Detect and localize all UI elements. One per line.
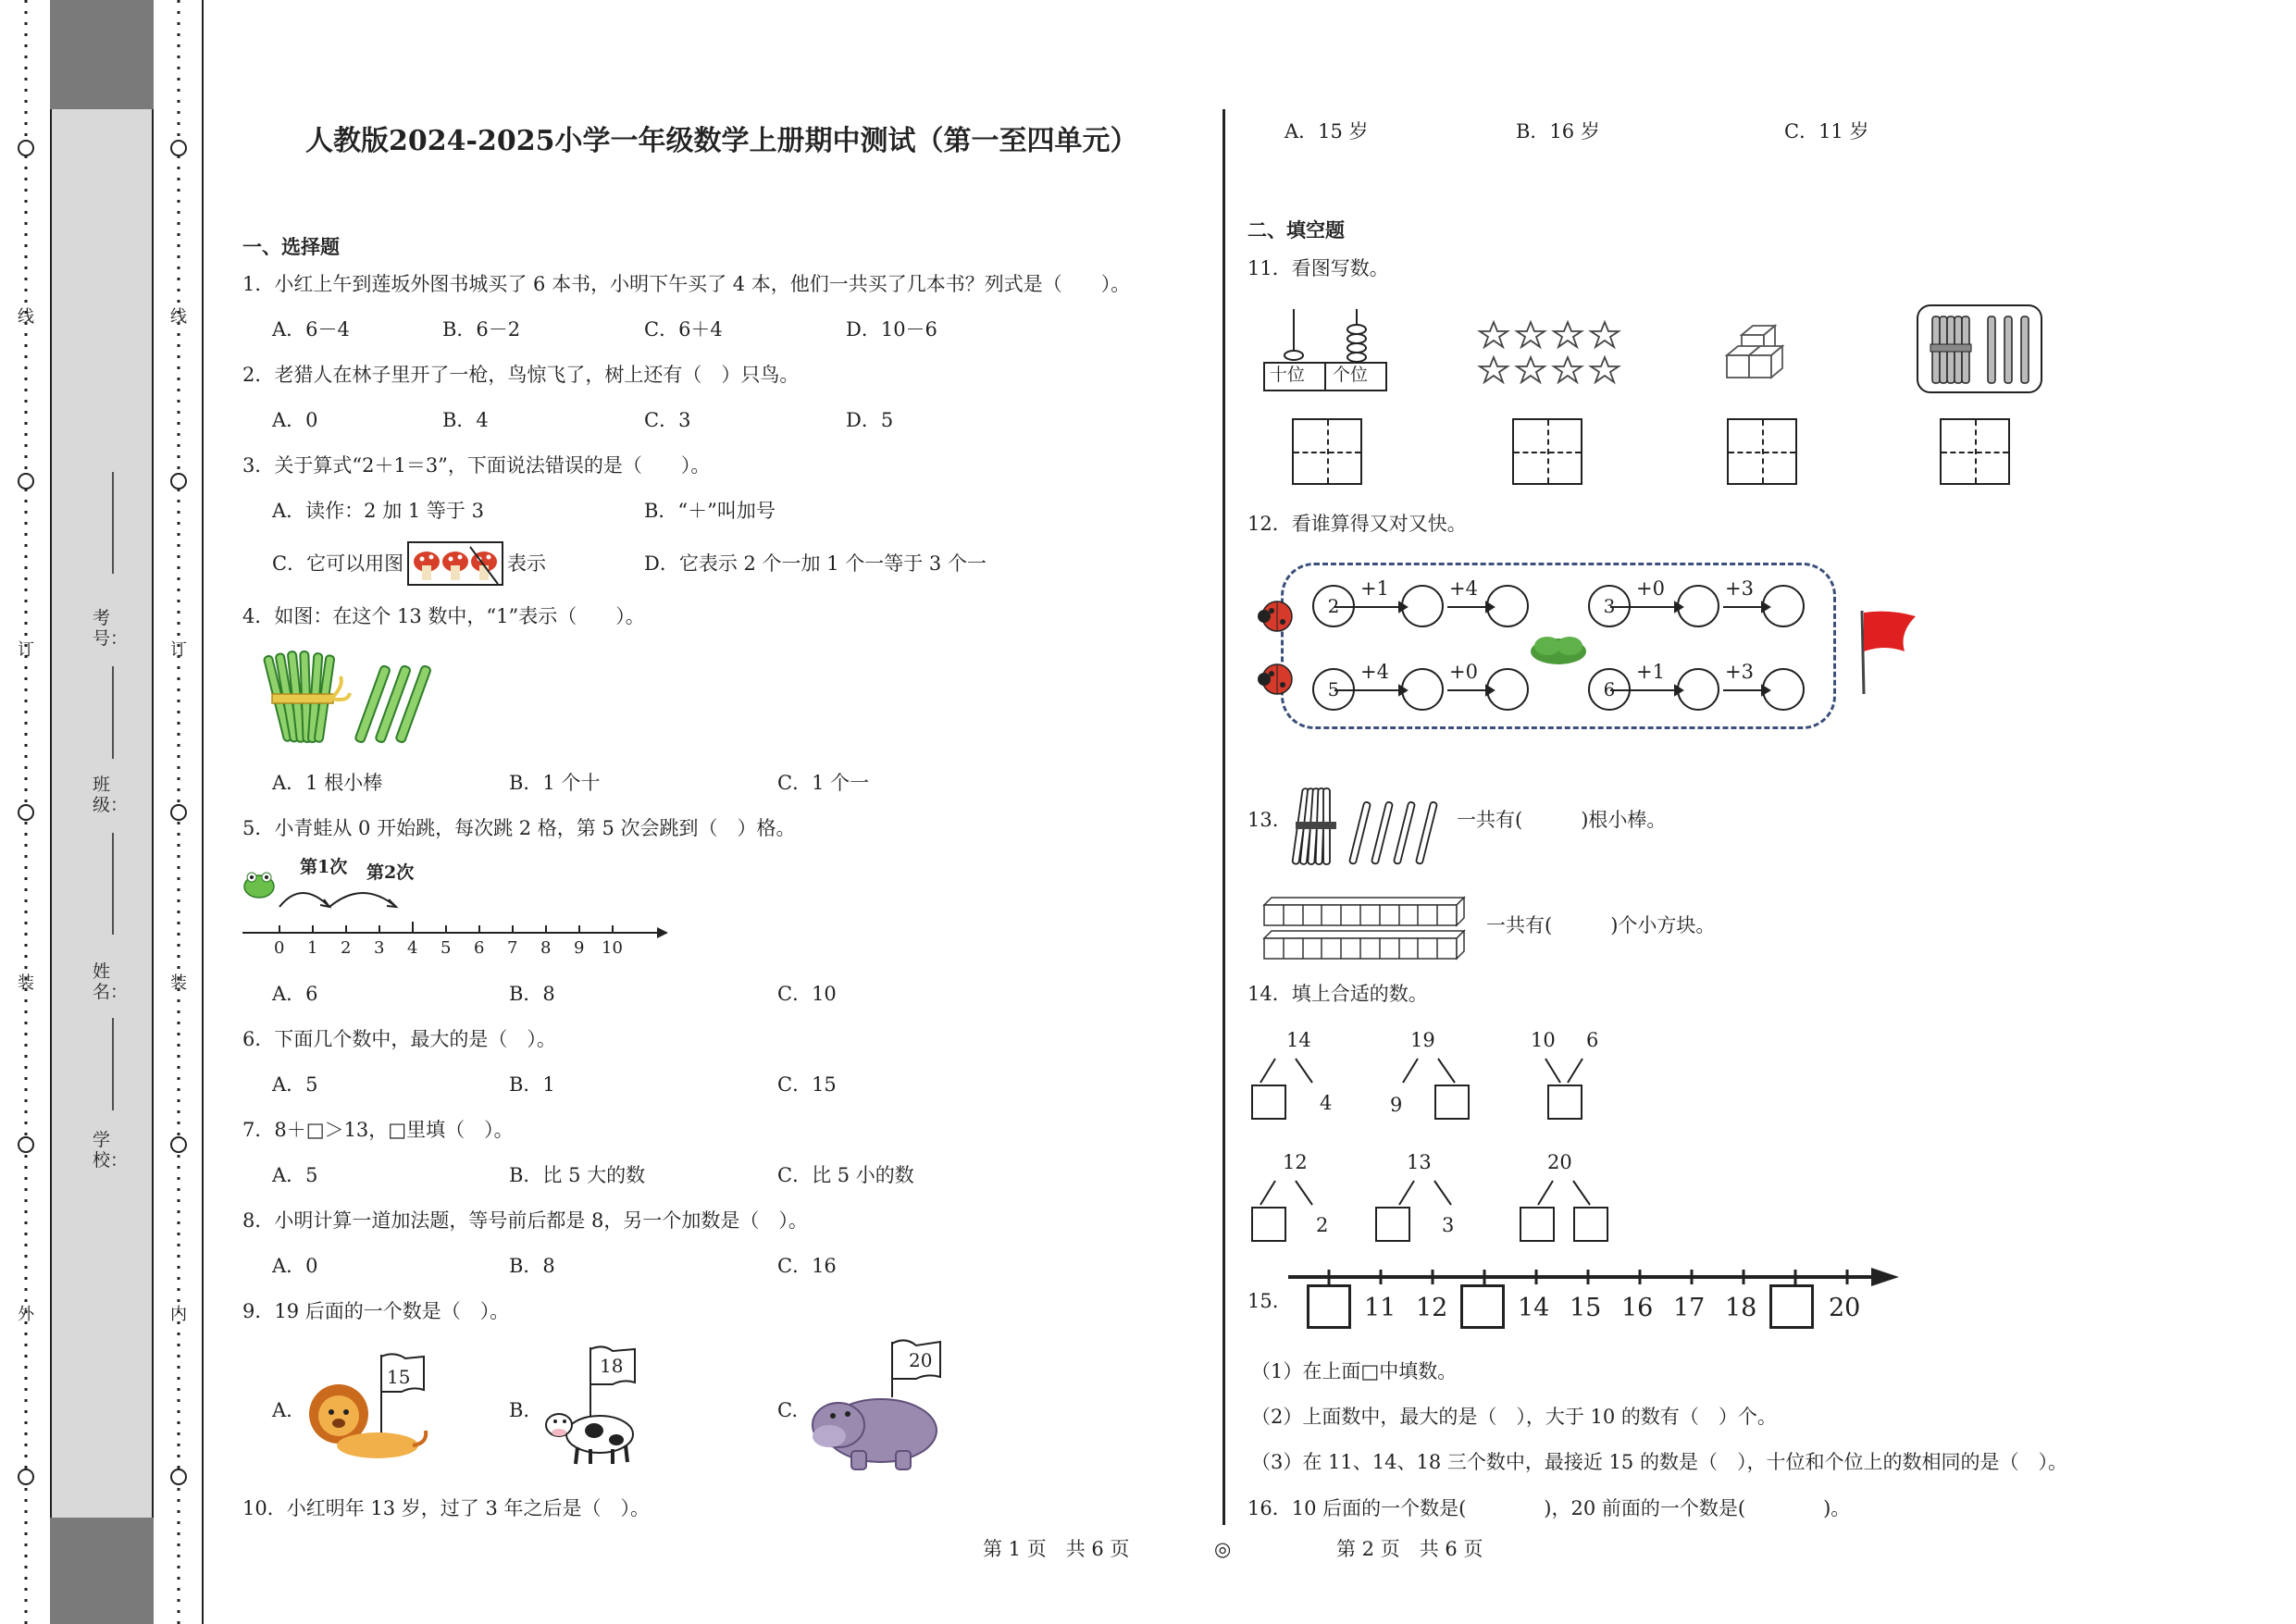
q7-text: 7．8＋□＞13，□里填（ ）。 bbox=[242, 1119, 514, 1141]
q12-text: 12．看谁算得又对又快。 bbox=[1247, 513, 1467, 535]
q6-option-c: C．15 bbox=[777, 1073, 837, 1096]
q3-option-a: A．读作：2 加 1 等于 3 bbox=[272, 500, 484, 522]
outer-mark-ding: 订 bbox=[18, 640, 34, 660]
tree-answer-box[interactable] bbox=[1573, 1207, 1608, 1242]
q15-sub2: （2）上面数中，最大的是（ ），大于 10 的数有（ ）个。 bbox=[1251, 1406, 1777, 1428]
q15-answer-box[interactable] bbox=[1307, 1284, 1351, 1329]
answer-circle[interactable] bbox=[1486, 668, 1529, 711]
field-kaohao: 考号： bbox=[93, 608, 129, 649]
footer-page-right: 第 2 页 共 6 页 bbox=[1336, 1538, 1483, 1560]
tree-top: 10 bbox=[1531, 1029, 1556, 1051]
tick-6: 6 bbox=[474, 938, 485, 958]
box-dash-h bbox=[1942, 452, 2008, 453]
q8-option-c: C．16 bbox=[777, 1255, 837, 1277]
sticks-bundle-picture bbox=[257, 648, 461, 750]
tick-4: 4 bbox=[407, 938, 418, 958]
jump-label-1: 第1次 bbox=[300, 857, 348, 877]
tree-top: 14 bbox=[1286, 1029, 1311, 1051]
jump-label-2: 第2次 bbox=[366, 862, 415, 883]
q15-answer-box[interactable] bbox=[1460, 1284, 1505, 1329]
sticks-picture bbox=[1290, 783, 1447, 872]
q6-text: 6．下面几个数中，最大的是（ ）。 bbox=[242, 1028, 556, 1050]
tick-9: 9 bbox=[574, 938, 585, 958]
op-label: +4 bbox=[1360, 661, 1389, 683]
tree-right: 2 bbox=[1316, 1214, 1329, 1236]
inner-mark-nei: 内 bbox=[170, 1305, 187, 1324]
q5-option-a: A．6 bbox=[272, 983, 318, 1005]
ladybug-icon bbox=[1258, 601, 1292, 631]
tree-answer-box[interactable] bbox=[1547, 1085, 1582, 1120]
q5-text: 5．小青蛙从 0 开始跳，每次跳 2 格，第 5 次会跳到（ ）格。 bbox=[242, 817, 796, 839]
tree-top: 13 bbox=[1407, 1151, 1432, 1173]
q1-option-b: B．6－2 bbox=[442, 318, 521, 341]
q2-option-a: A．0 bbox=[272, 409, 318, 431]
section-fill-heading: 二、填空题 bbox=[1247, 218, 1345, 242]
q11-answer-box[interactable] bbox=[1940, 418, 2010, 485]
q15-number-20: 20 bbox=[1829, 1294, 1861, 1322]
q15-sub1: （1）在上面□中填数。 bbox=[1251, 1360, 1458, 1382]
outer-mark-wai: 外 bbox=[18, 1305, 34, 1324]
tree-left: 9 bbox=[1390, 1094, 1403, 1116]
q14-text: 14．填上合适的数。 bbox=[1247, 983, 1428, 1005]
q3-option-d: D．它表示 2 个一加 1 个一等于 3 个一 bbox=[644, 552, 987, 575]
tree-top: 19 bbox=[1410, 1029, 1435, 1051]
op-label: +3 bbox=[1725, 577, 1754, 600]
tree-right-top: 6 bbox=[1586, 1029, 1599, 1051]
tree-right: 3 bbox=[1442, 1214, 1455, 1236]
tree-top: 20 bbox=[1547, 1151, 1572, 1173]
hippo-picture bbox=[807, 1333, 955, 1471]
flag-15: 15 bbox=[387, 1366, 411, 1388]
footer-page-left: 第 1 页 共 6 页 bbox=[983, 1538, 1130, 1560]
page-title: 人教版2024-2025小学一年级数学上册期中测试（第一至四单元） bbox=[305, 125, 1138, 157]
box-dash-h bbox=[1729, 452, 1795, 453]
q4-option-b: B．1 个十 bbox=[509, 772, 601, 794]
q10-option-a: A．15 岁 bbox=[1285, 120, 1369, 143]
inner-mark-xian: 线 bbox=[170, 307, 187, 327]
q15-number: 15. bbox=[1247, 1290, 1279, 1312]
column-divider bbox=[1222, 109, 1225, 1525]
answer-circle[interactable] bbox=[1401, 668, 1444, 711]
q1-option-c: C．6＋4 bbox=[644, 318, 723, 341]
q5-option-c: C．10 bbox=[777, 983, 837, 1005]
start-circle: 5 bbox=[1312, 668, 1355, 711]
tick-1: 1 bbox=[307, 938, 318, 958]
inner-mark-zhuang: 装 bbox=[170, 973, 187, 993]
tree-answer-box[interactable] bbox=[1520, 1207, 1555, 1242]
q2-option-c: C．3 bbox=[644, 409, 691, 431]
stars-picture bbox=[1477, 318, 1634, 392]
q4-option-a: A．1 根小棒 bbox=[272, 772, 383, 794]
tick-7: 7 bbox=[507, 938, 518, 958]
q8-option-a: A．0 bbox=[272, 1255, 318, 1277]
q4-option-c: C．1 个一 bbox=[777, 772, 870, 794]
mushroom-picture bbox=[407, 541, 503, 586]
op-label: +1 bbox=[1636, 661, 1665, 683]
tree-top: 12 bbox=[1283, 1151, 1308, 1173]
q10-option-c: C．11 岁 bbox=[1784, 120, 1869, 143]
q9-label-c: C. bbox=[777, 1399, 798, 1421]
q13-blocks-text: 一共有( )个小方块。 bbox=[1486, 914, 1716, 936]
tree-answer-box[interactable] bbox=[1251, 1085, 1286, 1120]
q6-option-a: A．5 bbox=[272, 1073, 318, 1096]
cow-picture bbox=[539, 1340, 650, 1469]
q15-number-11: 11 bbox=[1364, 1294, 1396, 1322]
tree-answer-box[interactable] bbox=[1434, 1085, 1470, 1120]
q15-number-18: 18 bbox=[1725, 1294, 1757, 1322]
q9-label-a: A. bbox=[272, 1399, 292, 1421]
q10-text: 10．小红明年 13 岁，过了 3 年之后是（ ）。 bbox=[242, 1497, 651, 1519]
abacus-label-tens: 十位 bbox=[1270, 365, 1306, 385]
q3-option-b: B．“＋”叫加号 bbox=[644, 500, 776, 522]
q15-number-15: 15 bbox=[1570, 1294, 1602, 1322]
q9-label-b: B. bbox=[509, 1399, 530, 1421]
frog-icon bbox=[244, 873, 274, 898]
field-banji: 班级： bbox=[93, 775, 129, 815]
box-dash-h bbox=[1294, 452, 1360, 453]
q15-number-14: 14 bbox=[1518, 1294, 1550, 1322]
stick-bundles-picture bbox=[1916, 304, 2045, 396]
tree-answer-box[interactable] bbox=[1375, 1207, 1410, 1242]
footer-center-mark: ◎ bbox=[1214, 1538, 1232, 1560]
answer-circle[interactable] bbox=[1677, 668, 1719, 711]
flag-18: 18 bbox=[600, 1355, 624, 1377]
inner-mark-ding: 订 bbox=[170, 640, 187, 660]
q6-option-b: B．1 bbox=[509, 1073, 555, 1096]
flag-20: 20 bbox=[909, 1349, 933, 1371]
op-label: +1 bbox=[1360, 577, 1389, 600]
binding-gutter bbox=[0, 0, 205, 1624]
q1-option-d: D．10－6 bbox=[846, 318, 937, 341]
q1-option-a: A．6－4 bbox=[272, 318, 350, 341]
q3-option-c-suffix: 表示 bbox=[507, 552, 546, 575]
q3-option-c-prefix: C．它可以用图 bbox=[272, 552, 404, 575]
q1-text: 1．小红上午到莲坂外图书城买了 6 本书，小明下午买了 4 本，他们一共买了几本书？列式是（ ）。 bbox=[242, 273, 1131, 295]
q7-option-b: B．比 5 大的数 bbox=[509, 1164, 646, 1186]
bush-icon bbox=[1531, 637, 1586, 664]
q2-option-d: D．5 bbox=[846, 409, 894, 431]
q15-answer-box[interactable] bbox=[1769, 1284, 1814, 1329]
q8-text: 8．小明计算一道加法题，等号前后都是 8，另一个加数是（ ）。 bbox=[242, 1209, 808, 1232]
q2-text: 2．老猎人在林子里开了一枪，鸟惊飞了，树上还有（ ）只鸟。 bbox=[242, 364, 800, 386]
q15-number-17: 17 bbox=[1673, 1294, 1706, 1322]
tick-5: 5 bbox=[441, 938, 452, 958]
q15-number-line bbox=[1288, 1266, 1917, 1294]
q8-option-b: B．8 bbox=[509, 1255, 555, 1277]
start-circle: 2 bbox=[1312, 585, 1355, 627]
tick-3: 3 bbox=[374, 938, 385, 958]
tick-2: 2 bbox=[341, 938, 352, 958]
answer-circle[interactable] bbox=[1401, 585, 1444, 627]
q13-number: 13. bbox=[1247, 809, 1279, 831]
start-circle: 3 bbox=[1588, 585, 1631, 627]
q11-answer-box[interactable] bbox=[1292, 418, 1362, 485]
q15-number-16: 16 bbox=[1621, 1294, 1654, 1322]
q4-text: 4．如图：在这个 13 数中，“1”表示（ ）。 bbox=[242, 605, 645, 627]
op-label: +0 bbox=[1636, 577, 1665, 600]
cubes-picture bbox=[1723, 316, 1806, 391]
outer-mark-xian: 线 bbox=[18, 307, 34, 327]
lion-picture bbox=[302, 1349, 431, 1469]
q11-answer-box[interactable] bbox=[1727, 418, 1797, 485]
q15-number-12: 12 bbox=[1416, 1294, 1448, 1322]
q2-option-b: B．4 bbox=[442, 409, 489, 431]
abacus-label-ones: 个位 bbox=[1333, 365, 1369, 385]
tick-0: 0 bbox=[274, 938, 285, 958]
op-label: +0 bbox=[1449, 661, 1478, 683]
q13-sticks-text: 一共有( )根小棒。 bbox=[1457, 809, 1667, 831]
red-flag-icon bbox=[1862, 611, 1916, 694]
answer-circle[interactable] bbox=[1762, 668, 1805, 711]
tick-10: 10 bbox=[602, 938, 623, 958]
q11-answer-box[interactable] bbox=[1512, 418, 1582, 485]
tree-answer-box[interactable] bbox=[1251, 1207, 1286, 1242]
tick-8: 8 bbox=[540, 938, 552, 958]
q5-option-b: B．8 bbox=[509, 983, 555, 1005]
section-choice-heading: 一、选择题 bbox=[242, 235, 340, 258]
ladybug-icon bbox=[1258, 664, 1292, 694]
blocks-picture bbox=[1264, 896, 1477, 970]
q7-option-c: C．比 5 小的数 bbox=[777, 1164, 914, 1186]
answer-circle[interactable] bbox=[1486, 585, 1529, 627]
q7-option-a: A．5 bbox=[272, 1164, 318, 1186]
field-xingming: 姓名： bbox=[93, 961, 129, 1002]
op-label: +4 bbox=[1449, 577, 1478, 600]
q11-text: 11．看图写数。 bbox=[1247, 257, 1389, 279]
q3-text: 3．关于算式“2＋1＝3”，下面说法错误的是（ ）。 bbox=[242, 454, 711, 477]
box-dash-h bbox=[1514, 452, 1581, 453]
q9-text: 9．19 后面的一个数是（ ）。 bbox=[242, 1300, 510, 1322]
q15-sub3: （3）在 11、14、18 三个数中，最接近 15 的数是（ ），十位和个位上的数相同的是（ ）。 bbox=[1251, 1451, 2067, 1473]
answer-circle[interactable] bbox=[1677, 585, 1719, 627]
q10-option-b: B．16 岁 bbox=[1516, 120, 1600, 143]
start-circle: 6 bbox=[1588, 668, 1631, 711]
outer-mark-zhuang: 装 bbox=[18, 973, 34, 993]
tree-right: 4 bbox=[1320, 1092, 1333, 1114]
answer-circle[interactable] bbox=[1762, 585, 1805, 627]
field-xuexiao: 学校： bbox=[93, 1130, 129, 1171]
op-label: +3 bbox=[1725, 661, 1754, 683]
q16-text: 16．10 后面的一个数是( )，20 前面的一个数是( )。 bbox=[1247, 1497, 1851, 1519]
